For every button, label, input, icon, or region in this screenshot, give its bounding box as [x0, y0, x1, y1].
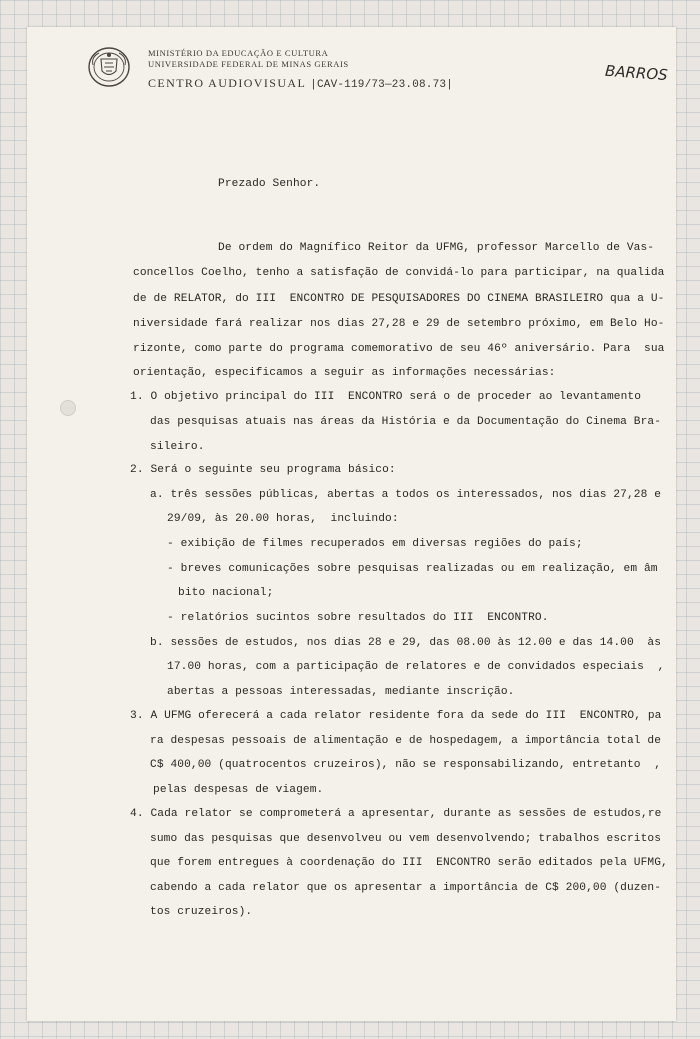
- item-2-line: 2. Será o seguinte seu programa básico:: [130, 464, 396, 476]
- item-3-line: ra despesas pessoais de alimentação e de hospedagem, a importância total de: [150, 735, 662, 747]
- body-line: niversidade fará realizar nos dias 27,28 e 29 de setembro próximo, em Belo Ho-: [133, 318, 665, 330]
- item-2b-line: abertas a pessoas interessadas, mediante inscrição.: [167, 686, 515, 698]
- item-2a-line: 29/09, às 20.00 horas, incluindo:: [167, 513, 399, 525]
- university-header: UNIVERSIDADE FEDERAL DE MINAS GERAIS: [148, 59, 349, 69]
- item-3-line: pelas despesas de viagem.: [153, 784, 324, 796]
- item-1-line: sileiro.: [150, 441, 205, 453]
- item-1-line: das pesquisas atuais nas áreas da História e da Documentação do Cinema Bra-: [150, 416, 662, 428]
- item-4-line: tos cruzeiros).: [150, 906, 253, 918]
- item-4-line: que forem entregues à coordenação do III ENCONTRO serão editados pela UFMG,: [150, 857, 668, 869]
- item-1-line: 1. O objetivo principal do III ENCONTRO será o de proceder ao levantamento: [130, 391, 642, 403]
- item-3-line: C$ 400,00 (quatrocentos cruzeiros), não se responsabilizando, entretanto ,: [150, 759, 662, 771]
- body-line: rizonte, como parte do programa comemorativo de seu 46º aniversário. Para sua: [133, 343, 665, 355]
- body-line: de de RELATOR, do III ENCONTRO DE PESQUISADORES DO CINEMA BRASILEIRO qua a U-: [133, 293, 665, 305]
- item-2a-bullet: - relatórios sucintos sobre resultados do III ENCONTRO.: [167, 612, 549, 624]
- center-name: CENTRO AUDIOVISUAL: [148, 76, 306, 90]
- item-4-line: cabendo a cada relator que os apresentar a importância de C$ 200,00 (duzen-: [150, 882, 662, 894]
- item-3-line: 3. A UFMG oferecerá a cada relator residente fora da sede do III ENCONTRO, pa: [130, 710, 662, 722]
- item-2b-line: b. sessões de estudos, nos dias 28 e 29, das 08.00 às 12.00 e das 14.00 às: [150, 637, 662, 649]
- item-2a-bullet: - exibição de filmes recuperados em diversas regiões do país;: [167, 538, 583, 550]
- ministry-header: MINISTÉRIO DA EDUCAÇÃO E CULTURA: [148, 48, 329, 58]
- item-4-line: 4. Cada relator se comprometerá a apresentar, durante as sessões de estudos,re: [130, 808, 662, 820]
- salutation: Prezado Senhor.: [218, 178, 321, 190]
- coat-of-arms-seal-icon: [87, 45, 131, 89]
- body-line: De ordem do Magnífico Reitor da UFMG, professor Marcello de Vas-: [218, 242, 655, 254]
- item-2a-bullet: - breves comunicações sobre pesquisas realizadas ou em realização, em âm: [167, 563, 658, 575]
- reference-number: |CAV-119/73—23.08.73|: [310, 79, 453, 91]
- letter-page: [27, 27, 676, 1021]
- body-line: orientação, especificamos a seguir as informações necessárias:: [133, 367, 556, 379]
- item-2b-line: 17.00 horas, com a participação de relatores e de convidados especiais ,: [167, 661, 665, 673]
- body-line: concellos Coelho, tenho a satisfação de convidá-lo para participar, na qualida: [133, 267, 665, 279]
- handwritten-note: BARROS: [604, 61, 669, 85]
- punch-hole: [60, 400, 76, 416]
- item-2a-bullet: bito nacional;: [178, 587, 274, 599]
- center-header: [148, 76, 453, 91]
- item-4-line: sumo das pesquisas que desenvolveu ou vem desenvolvendo; trabalhos escritos: [150, 833, 662, 845]
- item-2a-line: a. três sessões públicas, abertas a todos os interessados, nos dias 27,28 e: [150, 489, 662, 501]
